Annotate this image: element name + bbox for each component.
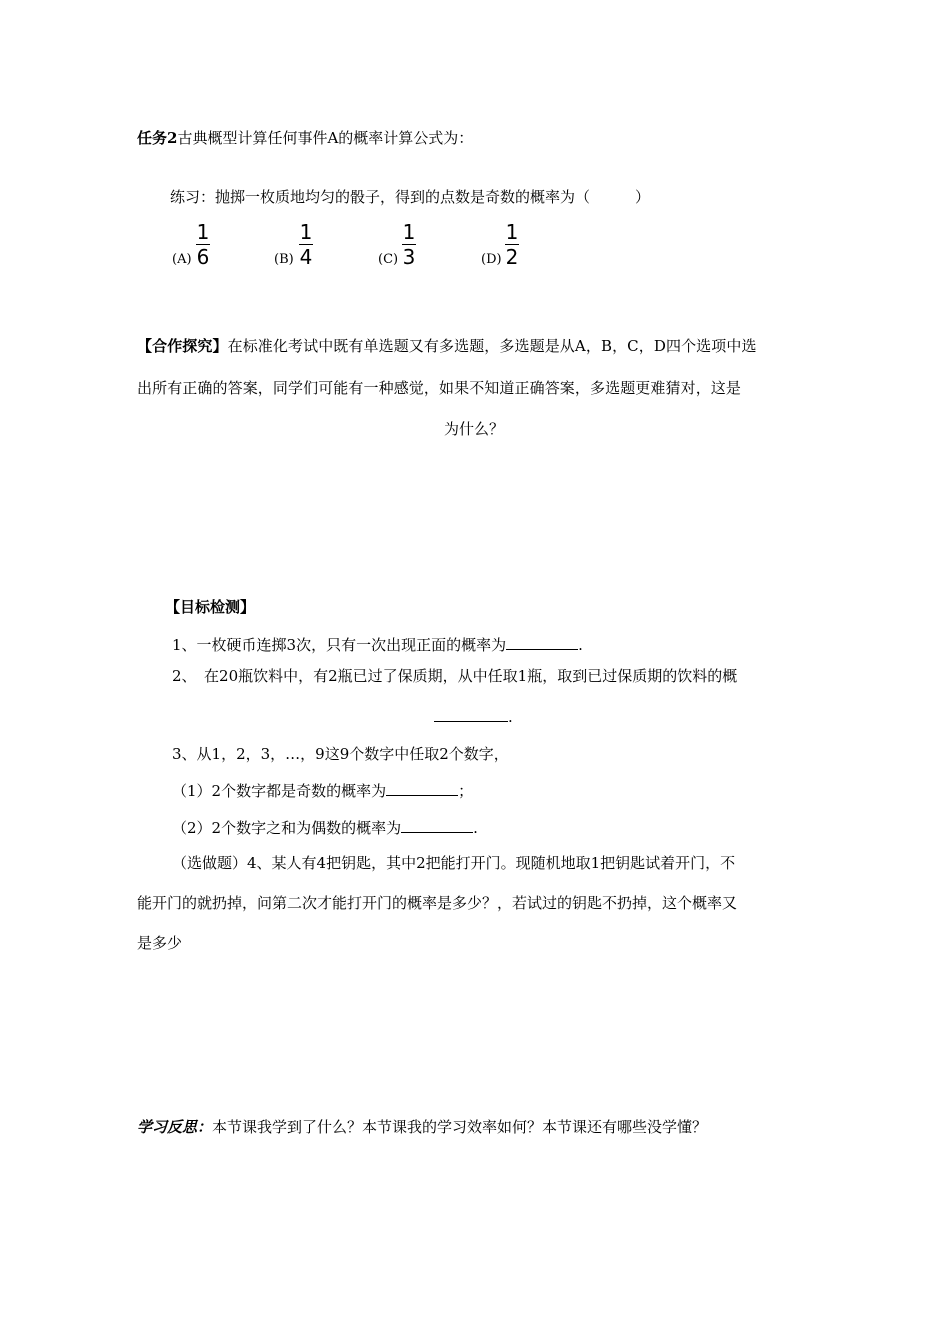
choice-b-numerator: 1 bbox=[299, 220, 313, 244]
choice-b-denominator: 4 bbox=[299, 245, 313, 269]
choice-c-fraction bbox=[401, 222, 417, 267]
answer-blank-1[interactable] bbox=[506, 634, 578, 650]
question-4-line-2: 能开门的就扔掉，问第二次才能打开门的概率是多少？，若试过的钥匙不扔掉，这个概率又 bbox=[137, 894, 738, 912]
question-1-end: . bbox=[578, 636, 583, 654]
choice-a-numerator: 1 bbox=[196, 220, 210, 244]
task2-text: 古典概型计算任何事件A的概率计算公式为： bbox=[177, 129, 474, 147]
explore-line-1 bbox=[137, 336, 757, 356]
question-3-part-2-text: （2）2个数字之和为偶数的概率为 bbox=[172, 819, 402, 837]
choice-c-denominator: 3 bbox=[402, 245, 416, 269]
question-3-part-2-end: . bbox=[473, 819, 478, 837]
question-4-line-1: （选做题）4、某人有4把钥匙，其中2把能打开门。现随机地取1把钥匙试着开门，不 bbox=[172, 854, 736, 872]
question-3-part-1-end: ； bbox=[458, 782, 474, 800]
choice-a-denominator: 6 bbox=[196, 245, 210, 269]
question-4-line-3: 是多少 bbox=[137, 934, 183, 952]
reflection-colon: ： bbox=[197, 1118, 213, 1136]
question-3: 3、从1，2，3，…，9这9个数字中任取2个数字， bbox=[172, 745, 509, 763]
exercise-question: 练习：抛掷一枚质地均匀的骰子，得到的点数是奇数的概率为（ ） bbox=[170, 188, 651, 206]
choice-d-label: (D) bbox=[481, 252, 502, 267]
choice-a-fraction bbox=[195, 222, 211, 267]
choice-d-fraction bbox=[504, 222, 520, 267]
reflection-line bbox=[137, 1117, 707, 1137]
explore-text-1: 在标准化考试中既有单选题又有多选题，多选题是从A，B，C，D四个选项中选 bbox=[227, 337, 757, 355]
task2-label: 任务2 bbox=[137, 129, 178, 147]
question-3-part-1 bbox=[172, 780, 473, 801]
answer-blank-2[interactable] bbox=[434, 706, 508, 722]
answer-blank-3-2[interactable] bbox=[401, 817, 473, 833]
answer-blank-3-1[interactable] bbox=[386, 780, 458, 796]
choice-d-numerator: 1 bbox=[505, 220, 519, 244]
explore-line-3: 为什么？ bbox=[444, 420, 505, 438]
choice-a-label: (A) bbox=[172, 252, 192, 267]
reflection-label: 学习反思 bbox=[137, 1118, 198, 1136]
choice-c-numerator: 1 bbox=[402, 220, 416, 244]
task2-line bbox=[137, 128, 473, 148]
question-1-text: 1、一枚硬币连掷3次，只有一次出现正面的概率为 bbox=[172, 636, 507, 654]
choice-b-label: (B) bbox=[274, 252, 294, 267]
question-2-line-2 bbox=[434, 706, 513, 727]
question-2-end: . bbox=[508, 708, 513, 726]
question-3-part-1-text: （1）2个数字都是奇数的概率为 bbox=[172, 782, 387, 800]
explore-heading: 【合作探究】 bbox=[137, 337, 228, 355]
question-1 bbox=[172, 634, 583, 655]
choice-c-label: (C) bbox=[378, 252, 399, 267]
explore-line-2: 出所有正确的答案，同学们可能有一种感觉，如果不知道正确答案，多选题更难猜对，这是 bbox=[137, 379, 742, 397]
choice-d-denominator: 2 bbox=[505, 245, 519, 269]
question-2-line-1: 2、 在20瓶饮料中，有2瓶已过了保质期，从中任取1瓶，取到已过保质期的饮料的概 bbox=[172, 667, 738, 685]
target-heading: 【目标检测】 bbox=[165, 598, 256, 616]
reflection-text: 本节课我学到了什么？本节课我的学习效率如何？本节课还有哪些没学懂？ bbox=[212, 1118, 708, 1136]
question-3-part-2 bbox=[172, 817, 478, 838]
choice-b-fraction bbox=[298, 222, 314, 267]
